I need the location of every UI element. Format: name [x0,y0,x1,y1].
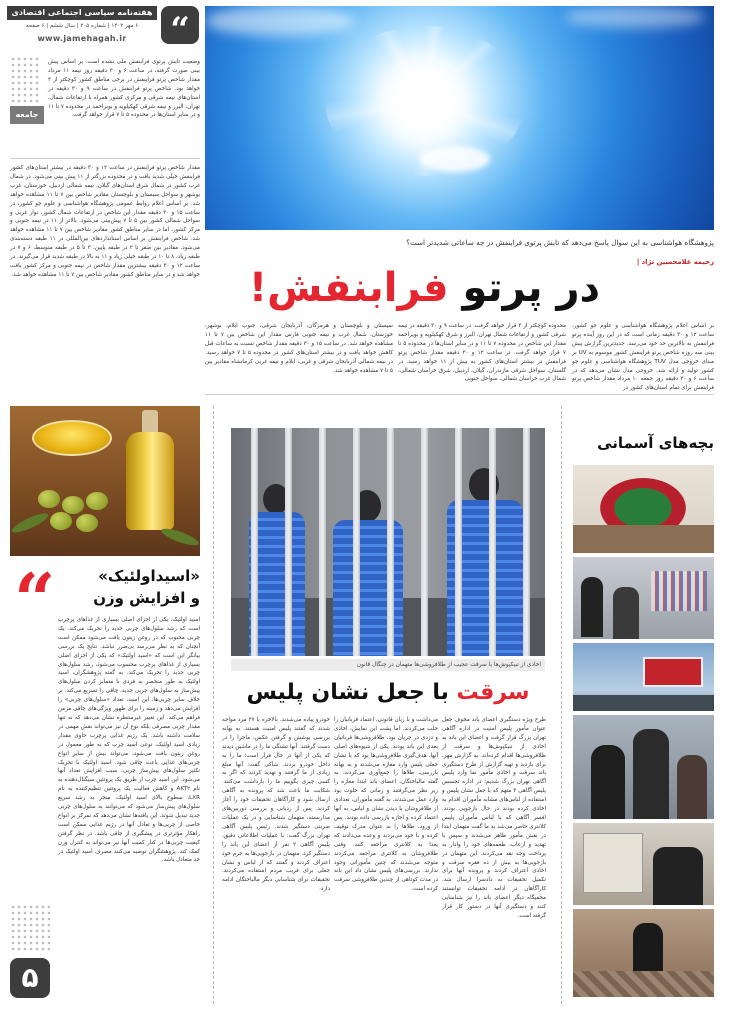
olive [38,490,60,508]
olive-oil-photo [10,406,200,556]
uv-headline [248,262,600,314]
uv-headline-black: در پرتو [462,265,600,311]
uv-text-bottom: مقدار شاخص پرتو فرابنفش در ساعت ۱۲ و ۳۰ دقیقه در بیشتر استان‌های کشور فرابنفش خیلی شدید یافت و در محدوده بزرگتر از ۱۱ پیش بینی می‌شود. در شمال غرب کشور در شمال شرق استان‌های گیلان، نیمه شمالی اردبیل، خوزستان، غرب بوشهر و سواحل سیستان و بلوچستان مقادیر شاخص بین ۷ تا ۱۱ مشاهده خواهد شد. بر اساس اعلام روابط عمومی پژوهشگاه هواشناسی و علوم جو کشور، در ساعت ۱۵ و ۳۰ دقیقه مقدار این شاخص در ارتفاعات شمال کشور، نوار غربی و سواحل شمالی کشور بین ۵ تا ۷ پیش‌بینی می‌شود. بالاتر از ۱۱ در نیمه جنوبی و مرکز کشور، اما در سایر مناطق کشور مقادیر شاخص بین ۷ تا ۱۱ مشاهده خواهد شد. شاخص فرابنفش بر اساس استانداردهای بین‌المللی در ۱۱ طبقه دسته‌بندی می‌شود. مقادیر بین صفر تا ۲ در طبقه پایین، ۳ تا ۵ در طبقه متوسط، ۶ و ۷ در طبقه زیاد، ۸ تا ۱۰ در طبقه خیلی زیاد و ۱۱ به بالا در طبقه شدید قرار می‌گیرند. در ساعت ۱۲ و ۳۰ دقیقه بیشترین مقدار شاخص در نیمه جنوبی و مرکز کشور یافت خواهد شد و در سایر مناطق کشور مقادیر شاخص بین ۷ تا ۱۱ مشاهده خواهد شد. [10,165,201,278]
dot-pattern-bottom [10,904,50,952]
uv-col-c: محدوده کوچکتر از ۳ قرار خواهد گرفت. در ساعت ۹ و ۳۰ دقیقه در نیمه شرقی کشور و ارتفاعات شمال تهران، البرز و شرق کهکیلویه و بویراحمد مقدار این شاخص در محدوده ۷ تا ۱۱ و در سایر استان‌ها در محدوده ۵ تا ۷ قرار خواهد گرفت. در ساعت ۱۲ و ۳۰ دقیقه مقدار شاخص پرتو فرابنفش در بیشتر استان‌های کشور به بیش از ۱۱ خواهد رسید. در گلستان، سواحل شرقی مازندران، گیلان، اردبیل، شرق خراسان شمالی، شمال غرب خراسان شمالی، سواحل جنوبی [398,323,567,383]
olive-leaf [159,525,200,548]
uv-headline-red: فرابنفش! [248,265,449,311]
gallery-photo-mourners [573,715,714,819]
olive [62,496,84,514]
masthead-meta: ۶ مهر ۱۴۰۲ | شماره ۲۰۵ | سال ششم | ۶ صفحه [25,23,139,29]
olive [76,514,98,532]
suspects-caption: اخاذی از تبیکپوش‌ها با سرقت عجیب از طلافروشی‌ها متهمان در چنگال قانون [231,659,545,671]
uv-kicker: پژوهشگاه هواشناسی به این سوال پاسخ می‌دهد که تابش پرتوی فرابنفش در چه ساعاتی شدیدتر است؟ [406,238,714,247]
masthead-title: هفته‌نامه سیاسی اجتماعی اقتصادی [7,6,157,20]
crime-col-mid: می‌داشت و با زبان قانونی، اعتماد قربانیان را جلب می‌کردند. اما پشت این نمایش، اخاذی و دزدی در جریان بود. طلافروشی‌ها قربانیان بعدی این باند بودند. یکی از شیوه‌های اصلی آنها، هدف‌گیری طلافروشی‌ها بود که با نشان جعلی پلیس وارد مغازه می‌شدند و به بهانه بازرسی، طلاها را جمع‌آوری می‌کردند. به گفته مالباختگان، اعضای باند ابتدا مغازه را زیر نظر می‌گرفتند و زمانی که خلوت بود وارد عمل می‌شدند. به گفته مأموران، تعدادی از طلافروشان با دیدن نشان و لباس، به آنها اعتماد کرده و اجازه بازرسی داده بودند. پس از ورود، طلاها را به عنوان مدرک توقیف کرده و با خود می‌بردند و وعده می‌دادند که بعدا به کلانتری مراجعه کنند. وقتی طلافروشان به کلانتری مراجعه می‌کردند متوجه می‌شدند که چنین مأمورانی وجود ندارند. بررسی‌های پلیس نشان داد این باند در مدت کوتاهی از چندین طلافروشی سرقت کرده است. [334,717,438,893]
divider-left-top [10,158,200,159]
crime-headline-black: با جعل نشان پلیس [246,680,449,705]
masthead [0,0,205,52]
gallery-photo-billboard [573,643,714,711]
uv-text-top: وضعیت تابش پرتوی فرابنفش ملی نشده است. بر اساس پیش بینی صورت گرفته، در ساعت ۶ و ۳۰ دقیقه روز نیمه ۱۱ مرداد مقدار شاخص پرتو فرابنفش در برخی مناطق کشور کوچکتر از ۳ خواهد بود. شاخص پرتو فرابنفش در ساعت ۹ و ۳۰ دقیقه در استان‌های نیمه شرقی و مرکزی کشور همراه با ارتفاعات شمال، تهران، البرز و نیمه شرقی کهکیلویه و بویراحمد در محدوده ۷ تا ۱۱ و در سایر استان‌ها در محدوده ۵ تا ۷ قرار خواهد گرفت. [48,59,200,119]
olive [86,492,108,510]
uv-author: رحیمه غلامحسین نژاد | [636,258,714,266]
gallery-photo-crowd [573,557,714,639]
olive [50,512,72,530]
uv-col-a: بر اساس اعلام پژوهشگاه هواشناسی و علوم جو کشور، ساعت ۱۲ و ۳۰ دقیقه زمانی است که در این روز آینده پرتو فرابنفش به بالاترین حد خود می‌رسد. جدیدترین گزارش پیش بینی سه روزه شاخص پرتو فرابنفش کشور موسوم به UV بر مبنای خروجی مدل TUV پژوهشگاه هواشناسی و علوم جو کشور تولید و ارائه شد. خروجی مدل نشان می‌دهد که در ساعت ۶ و ۳۰ دقیقه روز جمعه ۱۰ مرداد مقدار شاخص پرتو فرابنفش برای تمام استان‌های کشور در [572,323,715,392]
uv-col-b: سیستان و بلوچستان و هرمزگان، آذربایجان شرقی، جنوب ایلام، بوشهر، خوزستان، شمال غرب و نیمه جنوبی فارس مقدار این شاخص بین ۷ تا ۱۱ مشاهده خواهد شد. در ساعت ۱۵ و ۳۰ دقیقه مقدار شاخص نسبت به ساعات قبل کاهش خواهد یافت و در بیشتر استان‌های کشور در محدوده ۵ تا ۷ خواهد رسید. در نیمه شمالی آذربایجان شرقی و غربی، ایلام و نیمه غربی کرمانشاه مقادیر بین ۵ تا ۷ مشاهده خواهد شد. [205,323,393,374]
gallery-photo-memorial [573,823,714,905]
crime-headline [231,676,545,710]
page-number: ۵ [10,958,50,998]
gallery-photo-rubble [573,909,714,997]
cloud [565,6,705,28]
suspects-photo [231,428,545,656]
crime-col-right: طرح ویژه دستگیری اعضای باند مخوف جعل عنوان مأمور پلیس امنیت در اداره آگاهی تهران بزرگ قرار گرفت و اعضای این باند به اخاذی از تبیکپوش‌ها و سرقت از طلافروشی‌ها اقدام کرده‌اند. به گزارش مهر، برای بازدید و تهیه گزارش از طرح دستگیری باند سرقت و اخاذی مأمور نما وارد پلیس آگاهی تهران بزرگ شدیم؛ در اداره تجسس پلیس آگاهی ۳ متهم که با جعل نشان پلیس و استفاده از لباس‌های مشابه مأموران اقدام به اخاذی کرده بودند در حال بازجویی بودند. افسر آگاهی که با لباس مأموران پلیس کلانتری حاضر می‌شد به ما گفت متهمان ابتدا در نقش مأمور ظاهر می‌شدند و سپس با تهدید و ارعاب، طعمه‌های خود را وادار به پرداخت وجه نقد می‌کردند. این متهمان در بازجویی‌ها به بیش از ده فقره سرقت و اخاذی اعتراف کردند و پرونده آنها برای تکمیل تحقیقات به دادسرا ارسال شد. کارآگاهان در ادامه تحقیقات توانستند مخفیگاه دیگر اعضای باند را نیز شناسایی کنند و دستگیری آنها در دستور کار قرار گرفته است. [442,717,546,919]
oil-bottle [122,410,178,530]
sky-kids-title: بچه‌های آسمانی [597,434,714,452]
olive-headline-1: «اسیداولئیک» [98,567,200,585]
cloud [205,6,355,36]
cell-bars [231,428,545,656]
crime-col-left: خودرو پیاده می‌شدند. بالاخره با ۳۷ مرد مواجه شدند که گفتند پلیس امنیت هستند. به بهانه بررسی پوشش و گرفتن عکس، ماجرا را در دست گرفتند. آنها تشنگی ما را در ماشین دیدند که یکی از آنها در حال فرار است؛ ما را به داخل خودرو بردند. شاکی گفت: آنها مبلغ زیادی از ما گرفتند و تهدید کردند که اگر به کسی چیزی بگوییم ما را بازداشت می‌کنند. شکایت ما باعث شد که پرونده به آگاهی ارسال شود و کارآگاهان تحقیقات خود را آغاز کردند. پس از ردیابی و بررسی دوربین‌های مداربسته، متهمان شناسایی و در یک عملیات ضربتی دستگیر شدند. رئیس پلیس آگاهی تهران بزرگ گفت: با عملیات اطلاعاتی دقیق، پلیس آگاهی ۳ نفر از اعضای این باند را دستگیر کرد. متهمان در بازجویی‌ها به جرم خود اعتراف کردند و گفتند که از لباس و نشان جعلی برای فریب مردم استفاده می‌کردند. تحقیقات برای شناسایی دیگر مالباختگان ادامه دارد. [222,717,330,893]
divider-vertical [213,406,214,1004]
crime-headline-red: سرقت [456,680,530,705]
dot-pattern-top [10,56,40,104]
divider-horizontal [205,394,714,395]
divider-vertical [561,406,562,1004]
olive-leaf [10,510,50,536]
oil-bowl [32,420,112,456]
olive-quote-mark: “ [14,557,56,642]
cloud [420,146,490,172]
section-tab: جامعه [10,106,44,124]
gallery-photo-mural [573,465,714,553]
masthead-url[interactable]: www.jamehagah.ir [37,34,127,43]
olive-body: اسید اولئیک، یکی از اجزای اصلی بسیاری از غذاهای پرچرب است که رشد سلول‌های چربی جدید را تحریک می‌کند. یک چربی محبوب که در روغن زیتون یافت می‌شود ممکن است آنچنان که به نظر می‌رسد بی‌ضرر نباشد. نتایج یک بررسی بیانگر این است که «اسید اولئیک» که یکی از اجزای اصلی بسیاری از غذاهای پرچرب محسوب می‌شود، رشد سلول‌های چربی جدید را تحریک می‌کند. به گفته پژوهشگران، اسید اولئیک به طور منحصر به فردی با متمایز کردن سلول‌های پیش‌ساز به سلول‌های چربی جدید، چاقی را تسریع می‌کند. بر خلاف سایر چربی‌ها، این اسید، تعداد «سلول‌های چربی» را افزایش می‌دهد و زمینه را برای ظهور ویژگی‌های چاقی مزمن فراهم می‌کند. این تغییر غیرمنتظره نشان می‌دهد که نه تنها مقدار چربی مصرفی بلکه نوع آن نیز می‌تواند نقش مهمی در سلامت داشته باشد. یک رژیم غذایی پرچرب حاوی مقدار زیادی اسید اولئیک، نوعی اسید چرب که به طور معمول در روغن زیتون یافت می‌شود، می‌تواند بیش از سایر انواع چربی‌های غذایی باعث چاقی شود. اسید اولئیک با تحریک تکثیر سلول‌های پیش‌ساز چربی، سبب افزایش تعداد آنها می‌شود. این اسید چرب از طریق یک پروتئین سیگنال‌دهنده به نام AKT۲ و کاهش فعالیت یک پروتئین تنظیم‌کننده به نام LXR، سطوح بالای اسید اولئیک، منجر به رشد سریع سلول‌های پیش‌ساز می‌شود که می‌توانند به سلول‌های چربی جدید تبدیل شوند. این یافته‌ها نشان می‌دهد که تمرکز بر انواع خاصی از چربی‌ها و تعادل آنها در رژیم غذایی ممکن است راهکار مؤثرتری در پیشگیری از چاقی باشد. در نظر گرفتن کیفیت چربی‌ها در کنار کمیت آنها نیز می‌تواند به کنترل وزن کمک کند. پژوهشگران توصیه می‌کنند مصرف اسید اولئیک در حد متعادل باشد. [58,617,200,864]
masthead-quote-logo: “ [161,6,199,44]
olive-headline-2: و افزایش وزن [93,589,200,607]
sun-sky-photo [205,6,714,230]
